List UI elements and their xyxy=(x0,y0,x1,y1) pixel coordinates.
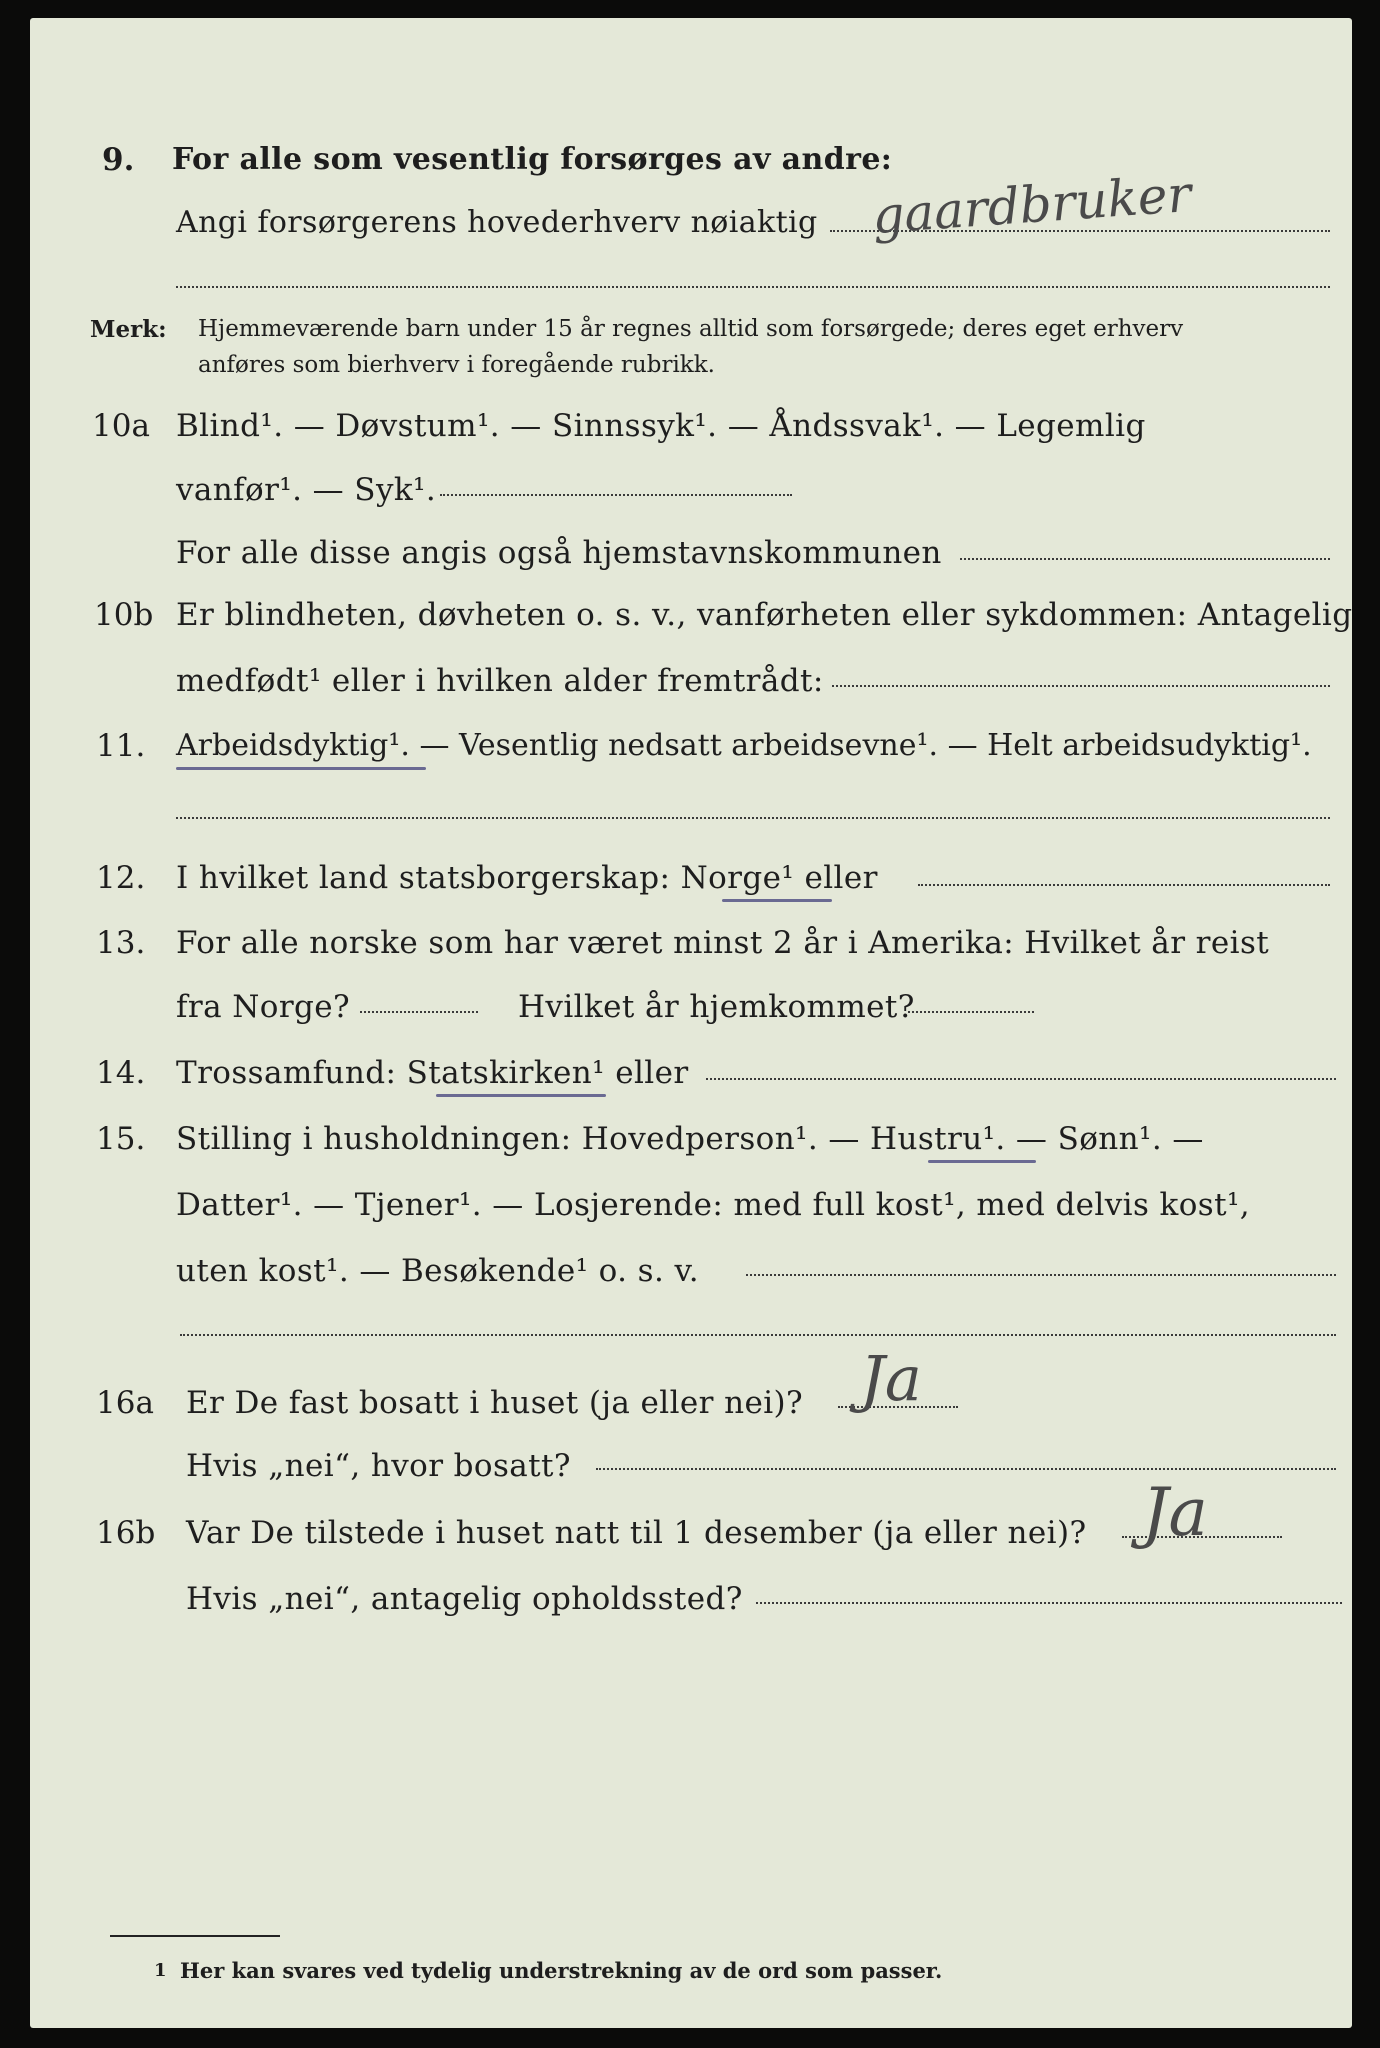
q14-line1: Trossamfund: Statskirken¹ eller xyxy=(176,1055,689,1091)
q10b-line2: medfødt¹ eller i hvilken alder fremtrådt: xyxy=(176,663,824,699)
footnote-text: Her kan svares ved tydelig understrekning av de ord som passer. xyxy=(180,1958,943,1983)
q9-line1: For alle som vesentlig forsørges av andre: xyxy=(172,142,893,177)
q10b-line1: Er blindheten, døvheten o. s. v., vanførheten eller sykdommen: Antagelig xyxy=(176,597,1353,633)
q15-extra-line xyxy=(180,1334,1336,1336)
q10a-line3: For alle disse angis også hjemstavnskommunen xyxy=(176,535,942,571)
q12-answer-line xyxy=(918,884,1330,886)
q11-number: 11. xyxy=(96,728,146,764)
merk-line1: Hjemmeværende barn under 15 år regnes alltid som forsørgede; deres eget erhverv xyxy=(198,316,1184,342)
q9-extra-line xyxy=(176,286,1330,288)
footnote-rule xyxy=(110,1935,280,1937)
q10a-line2: vanfør¹. — Syk¹. xyxy=(176,472,437,508)
q14-answer-line xyxy=(706,1078,1336,1080)
q9-number: 9. xyxy=(102,142,135,178)
q13-line2a: fra Norge? xyxy=(176,989,351,1025)
q15-answer-line xyxy=(746,1274,1336,1276)
q14-statskirken-underline xyxy=(436,1094,606,1097)
q10a-number: 10a xyxy=(92,408,150,444)
q11-line1: Arbeidsdyktig¹. — Vesentlig nedsatt arbeidsevne¹. — Helt arbeidsudyktig¹. xyxy=(176,728,1312,763)
q15-line3: uten kost¹. — Besøkende¹ o. s. v. xyxy=(176,1253,699,1289)
q14-number: 14. xyxy=(96,1055,146,1091)
q16a-bosatt-line xyxy=(596,1468,1336,1470)
q16a-handwritten-answer: Ja xyxy=(860,1342,922,1415)
census-form-page xyxy=(30,18,1352,2028)
merk-label: Merk: xyxy=(90,316,167,343)
q9-line2: Angi forsørgerens hovederhverv nøiaktig xyxy=(176,205,818,240)
q15-number: 15. xyxy=(96,1121,146,1157)
q16b-handwritten-answer: Ja xyxy=(1142,1474,1208,1551)
q12-number: 12. xyxy=(96,860,146,896)
q13-hjemkommet-line xyxy=(908,1011,1034,1013)
q9-handwritten-answer: gaardbruker xyxy=(870,164,1194,246)
q13-number: 13. xyxy=(96,925,146,961)
q16a-line2: Hvis „nei“, hvor bosatt? xyxy=(186,1448,571,1484)
q11-arbeidsdyktig-underline xyxy=(176,767,426,770)
merk-line2: anføres som bierhverv i foregående rubrikk. xyxy=(198,352,715,378)
q16b-number: 16b xyxy=(96,1515,156,1551)
q16b-line2: Hvis „nei“, antagelig opholdssted? xyxy=(186,1581,743,1617)
q12-norge-underline xyxy=(722,899,832,902)
q10b-number: 10b xyxy=(94,597,154,633)
q10b-answer-line xyxy=(832,685,1330,687)
q13-reist-line xyxy=(360,1011,478,1013)
q15-line2: Datter¹. — Tjener¹. — Losjerende: med full kost¹, med delvis kost¹, xyxy=(176,1187,1251,1223)
q16a-line1: Er De fast bosatt i huset (ja eller nei)? xyxy=(186,1385,804,1421)
q10a-hjemstavn-line xyxy=(960,558,1330,560)
q10a-syk-line xyxy=(440,494,792,496)
footnote-mark: 1 xyxy=(154,1960,167,1981)
q12-line1: I hvilket land statsborgerskap: Norge¹ eller xyxy=(176,860,878,896)
q10a-line1: Blind¹. — Døvstum¹. — Sinnssyk¹. — Åndssvak¹. — Legemlig xyxy=(176,408,1146,444)
q13-line2b: Hvilket år hjemkommet? xyxy=(518,989,915,1025)
q16a-number: 16a xyxy=(96,1385,154,1421)
q16b-opholdssted-line xyxy=(756,1602,1342,1604)
q15-line1: Stilling i husholdningen: Hovedperson¹. — Hustru¹. — Sønn¹. — xyxy=(176,1121,1204,1157)
q15-hustru-underline xyxy=(928,1160,1036,1163)
q13-line1: For alle norske som har været minst 2 år i Amerika: Hvilket år reist xyxy=(176,925,1270,961)
q11-answer-line xyxy=(176,817,1330,819)
q16b-line1: Var De tilstede i huset natt til 1 desember (ja eller nei)? xyxy=(186,1515,1087,1551)
